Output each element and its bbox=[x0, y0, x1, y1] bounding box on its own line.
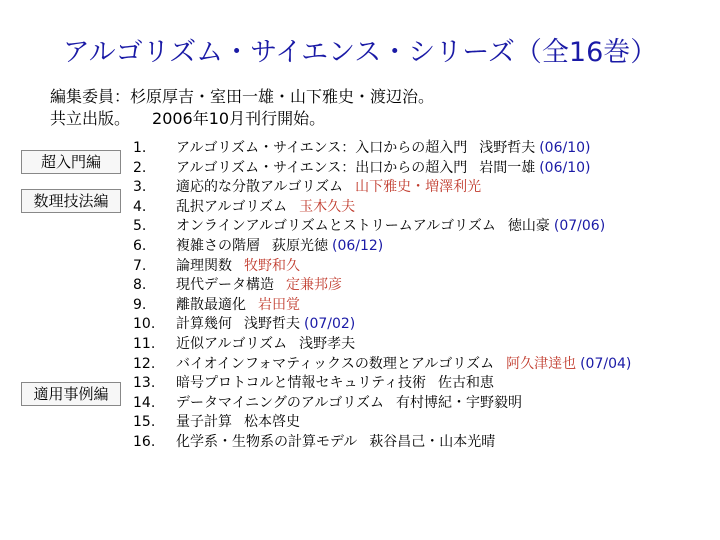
book-title: 離散最適化 bbox=[176, 296, 246, 313]
book-title: 複雑さの階層 bbox=[176, 237, 260, 254]
publication-line bbox=[50, 108, 434, 130]
book-title: 近似アルゴリズム bbox=[176, 335, 288, 352]
book-number: 16. bbox=[133, 433, 156, 450]
book-title: 計算幾何 bbox=[176, 316, 232, 333]
book-author: 岩田覚 bbox=[258, 296, 300, 313]
book-author: 定兼邦彦 bbox=[286, 277, 342, 294]
book-title: 化学系・生物系の計算モデル bbox=[176, 433, 358, 450]
book-author: 玉木久夫 bbox=[299, 198, 356, 215]
book-date: (06/10) bbox=[539, 140, 591, 156]
book-title: 適応的な分散アルゴリズム bbox=[176, 179, 344, 196]
book-number: 10. bbox=[133, 316, 156, 333]
book-item bbox=[0, 413, 720, 433]
book-item bbox=[0, 374, 720, 394]
category-label-intro: 超入門編 bbox=[21, 150, 121, 174]
category-label-applications: 適用事例編 bbox=[21, 382, 121, 406]
book-number: 4. bbox=[133, 198, 147, 215]
book-author: 有村博紀・宇野毅明 bbox=[396, 394, 523, 411]
book-title: アルゴリズム・サイエンス：入口からの超入門 bbox=[176, 140, 468, 156]
publisher: 共立出版。 bbox=[50, 109, 131, 128]
book-number: 7. bbox=[133, 257, 147, 274]
book-title: アルゴリズム・サイエンス：出口からの超入門 bbox=[176, 159, 468, 176]
book-number: 6. bbox=[133, 237, 147, 254]
category-label-math-techniques: 数理技法編 bbox=[21, 189, 121, 213]
book-author: 荻原光徳 bbox=[272, 237, 328, 254]
book-author: 佐古和恵 bbox=[438, 375, 495, 392]
book-number: 5. bbox=[133, 218, 147, 235]
book-item bbox=[0, 139, 720, 159]
book-item bbox=[0, 178, 720, 198]
book-item bbox=[0, 159, 720, 179]
book-date: (06/12) bbox=[332, 237, 384, 254]
book-number: 12. bbox=[133, 355, 156, 372]
book-author: 松本啓史 bbox=[244, 414, 300, 431]
book-date: (06/10) bbox=[539, 159, 591, 176]
book-author: 浅野孝夫 bbox=[299, 335, 356, 352]
book-item bbox=[0, 237, 720, 257]
book-author: 萩谷昌己・山本光晴 bbox=[369, 433, 496, 450]
book-number: 1. bbox=[133, 140, 147, 156]
book-number: 9. bbox=[133, 296, 147, 313]
book-item bbox=[0, 315, 720, 335]
book-title: データマイニングのアルゴリズム bbox=[176, 394, 385, 411]
book-date: (07/06) bbox=[553, 218, 606, 235]
book-item bbox=[0, 198, 720, 218]
book-item bbox=[0, 355, 720, 375]
book-item bbox=[0, 394, 720, 414]
book-author: 岩間一雄 bbox=[479, 159, 536, 176]
book-author: 山下雅史・増澤利光 bbox=[355, 179, 482, 196]
book-title: 論理関数 bbox=[176, 257, 232, 274]
book-title: バイオインフォマティックスの数理とアルゴリズム bbox=[176, 355, 495, 372]
book-number: 2. bbox=[133, 159, 147, 176]
book-number: 15. bbox=[133, 414, 156, 431]
book-number: 3. bbox=[133, 179, 147, 196]
book-author: 牧野和久 bbox=[244, 257, 300, 274]
book-number: 14. bbox=[133, 394, 156, 411]
book-item bbox=[0, 296, 720, 316]
book-number: 11. bbox=[133, 335, 156, 352]
book-item bbox=[0, 257, 720, 277]
slide-title: アルゴリズム・サイエンス・シリーズ（全16巻） bbox=[62, 37, 658, 68]
book-date: (07/02) bbox=[304, 316, 356, 333]
book-number: 13. bbox=[133, 375, 156, 392]
book-title: 現代データ構造 bbox=[176, 277, 274, 294]
book-author: 阿久津達也 bbox=[506, 355, 577, 372]
book-item bbox=[0, 217, 720, 237]
book-author: 浅野哲夫 bbox=[479, 140, 536, 156]
book-title: 乱択アルゴリズム bbox=[176, 198, 288, 215]
book-title: オンラインアルゴリズムとストリームアルゴリズム bbox=[176, 218, 496, 235]
book-author: 徳山豪 bbox=[507, 218, 550, 235]
book-item bbox=[0, 276, 720, 296]
book-list bbox=[0, 139, 720, 453]
editors-line: 編集委員：杉原厚吉・室田一雄・山下雅史・渡辺治。 bbox=[50, 87, 435, 106]
book-item bbox=[0, 335, 720, 355]
editorial-info bbox=[50, 86, 434, 130]
launch-date: 2006年10月刊行開始。 bbox=[152, 109, 326, 128]
book-date: (07/04) bbox=[580, 355, 632, 372]
book-title: 暗号プロトコルと情報セキュリティ技術 bbox=[176, 375, 427, 392]
book-item bbox=[0, 433, 720, 453]
book-author: 浅野哲夫 bbox=[244, 316, 300, 333]
book-number: 8. bbox=[133, 277, 147, 294]
book-title: 量子計算 bbox=[176, 414, 232, 431]
